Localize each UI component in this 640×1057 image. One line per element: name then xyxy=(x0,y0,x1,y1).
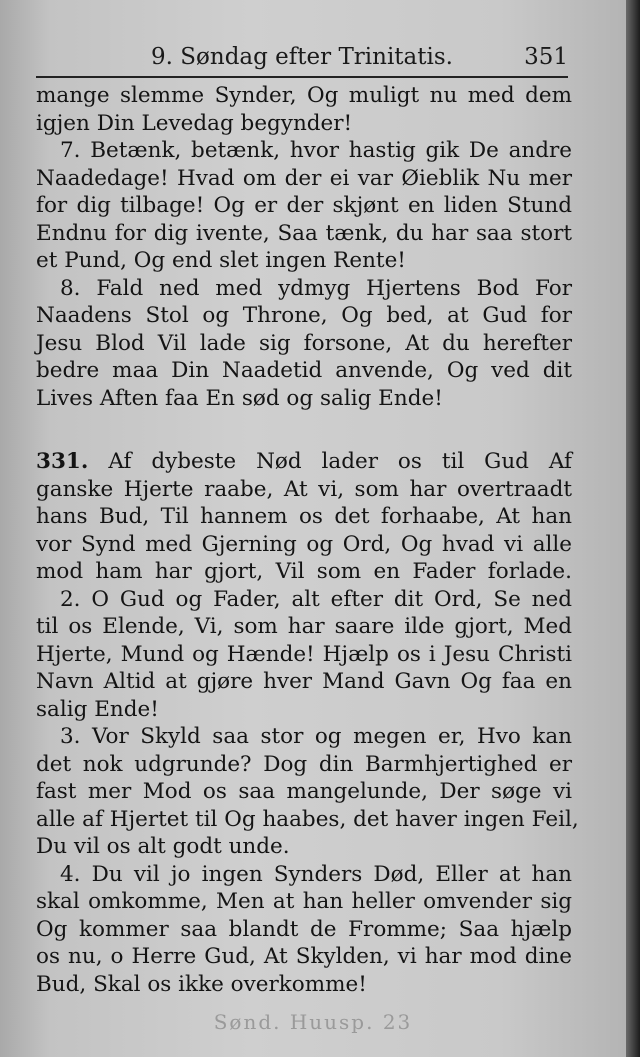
verse-4-line: skal omkomme, Men at han heller omvender sig xyxy=(36,889,572,914)
hymn-331-first-line xyxy=(36,448,572,476)
verse-3-line: 3. Vor Skyld saa stor og megen er, Hvo kan xyxy=(60,724,572,749)
verse-8-line: bedre maa Din Naadetid anvende, Og ved dit xyxy=(36,358,572,383)
verse-3-line: Du vil os alt godt unde. xyxy=(36,834,290,859)
page-footer-signature: Sønd. Huusp. 23 xyxy=(213,1010,413,1034)
verse-7-line: et Pund, Og end slet ingen Rente! xyxy=(36,248,406,273)
text-line: mange slemme Synder, Og muligt nu med dem xyxy=(36,83,572,108)
verse-7-line: Endnu for dig ivente, Saa tænk, du har saa stort xyxy=(36,220,572,246)
verse-3-line: fast mer Mod os saa mangelunde, Der søge vi xyxy=(36,779,572,804)
verse-1-line: hans Bud, Til hannem os det forhaabe, At han xyxy=(36,504,572,529)
verse-1-line: ganske Hjerte raabe, At vi, som har overtraadt xyxy=(36,476,572,502)
hymn-gap xyxy=(36,412,572,448)
verse-4-line: Bud, Skal os ikke overkomme! xyxy=(36,971,367,997)
hymn-text xyxy=(36,82,579,998)
text-line: igjen Din Levedag begynder! xyxy=(36,110,353,136)
verse-7-line: 7. Betænk, betænk, hvor hastig gik De andre xyxy=(60,138,572,163)
verse-2-line: salig Ende! xyxy=(36,696,159,722)
verse-2-line: Navn Altid at gjøre hver Mand Gavn Og faa en xyxy=(36,669,572,694)
verse-1-line: mod ham har gjort, Vil som en Fader forlade. xyxy=(36,559,572,584)
verse-4-line: 4. Du vil jo ingen Synders Død, Eller at han xyxy=(60,861,572,887)
verse-3-line: det nok udgrunde? Dog din Barmhjertighed er xyxy=(36,751,572,777)
verse-8-line: Jesu Blod Vil lade sig forsone, At du herefter xyxy=(36,330,572,356)
hymn-number: 331. xyxy=(36,449,89,474)
verse-1-line: vor Synd med Gjerning og Ord, Og hvad vi alle xyxy=(36,531,572,557)
verse-3-line: alle af Hjertet til Og haabes, det haver ingen Feil, xyxy=(36,806,579,832)
verse-2-line: til os Elende, Vi, som har saare ilde gjort, Med xyxy=(36,614,572,639)
verse-8-line: 8. Fald ned med ydmyg Hjertens Bod For xyxy=(60,275,572,301)
page-number: 351 xyxy=(524,44,568,70)
book-edge xyxy=(626,0,640,1057)
verse-7-line: for dig tilbage! Og er der skjønt en liden Stund xyxy=(36,193,572,218)
page-title: 9. Søndag efter Trinitatis. xyxy=(151,44,453,70)
verse-7-line: Naadedage! Hvad om der ei var Øieblik Nu mer xyxy=(36,165,572,191)
verse-8-line: Naadens Stol og Throne, Og bed, at Gud for xyxy=(36,303,572,328)
header-rule xyxy=(36,76,568,78)
verse-4-line: os nu, o Herre Gud, At Skylden, vi har mod dine xyxy=(36,944,572,969)
verse-8-line: Lives Aften faa En sød og salig Ende! xyxy=(36,385,443,411)
verse-2-line: Hjerte, Mund og Hænde! Hjælp os i Jesu Christi xyxy=(36,641,572,667)
hymn-331-incipit: Af dybeste Nød lader os til Gud Af xyxy=(108,449,572,474)
verse-4-line: Og kommer saa blandt de Fromme; Saa hjælp xyxy=(36,916,572,942)
verse-2-line: 2. O Gud og Fader, alt efter dit Ord, Se ned xyxy=(60,586,572,612)
running-header xyxy=(36,42,568,76)
